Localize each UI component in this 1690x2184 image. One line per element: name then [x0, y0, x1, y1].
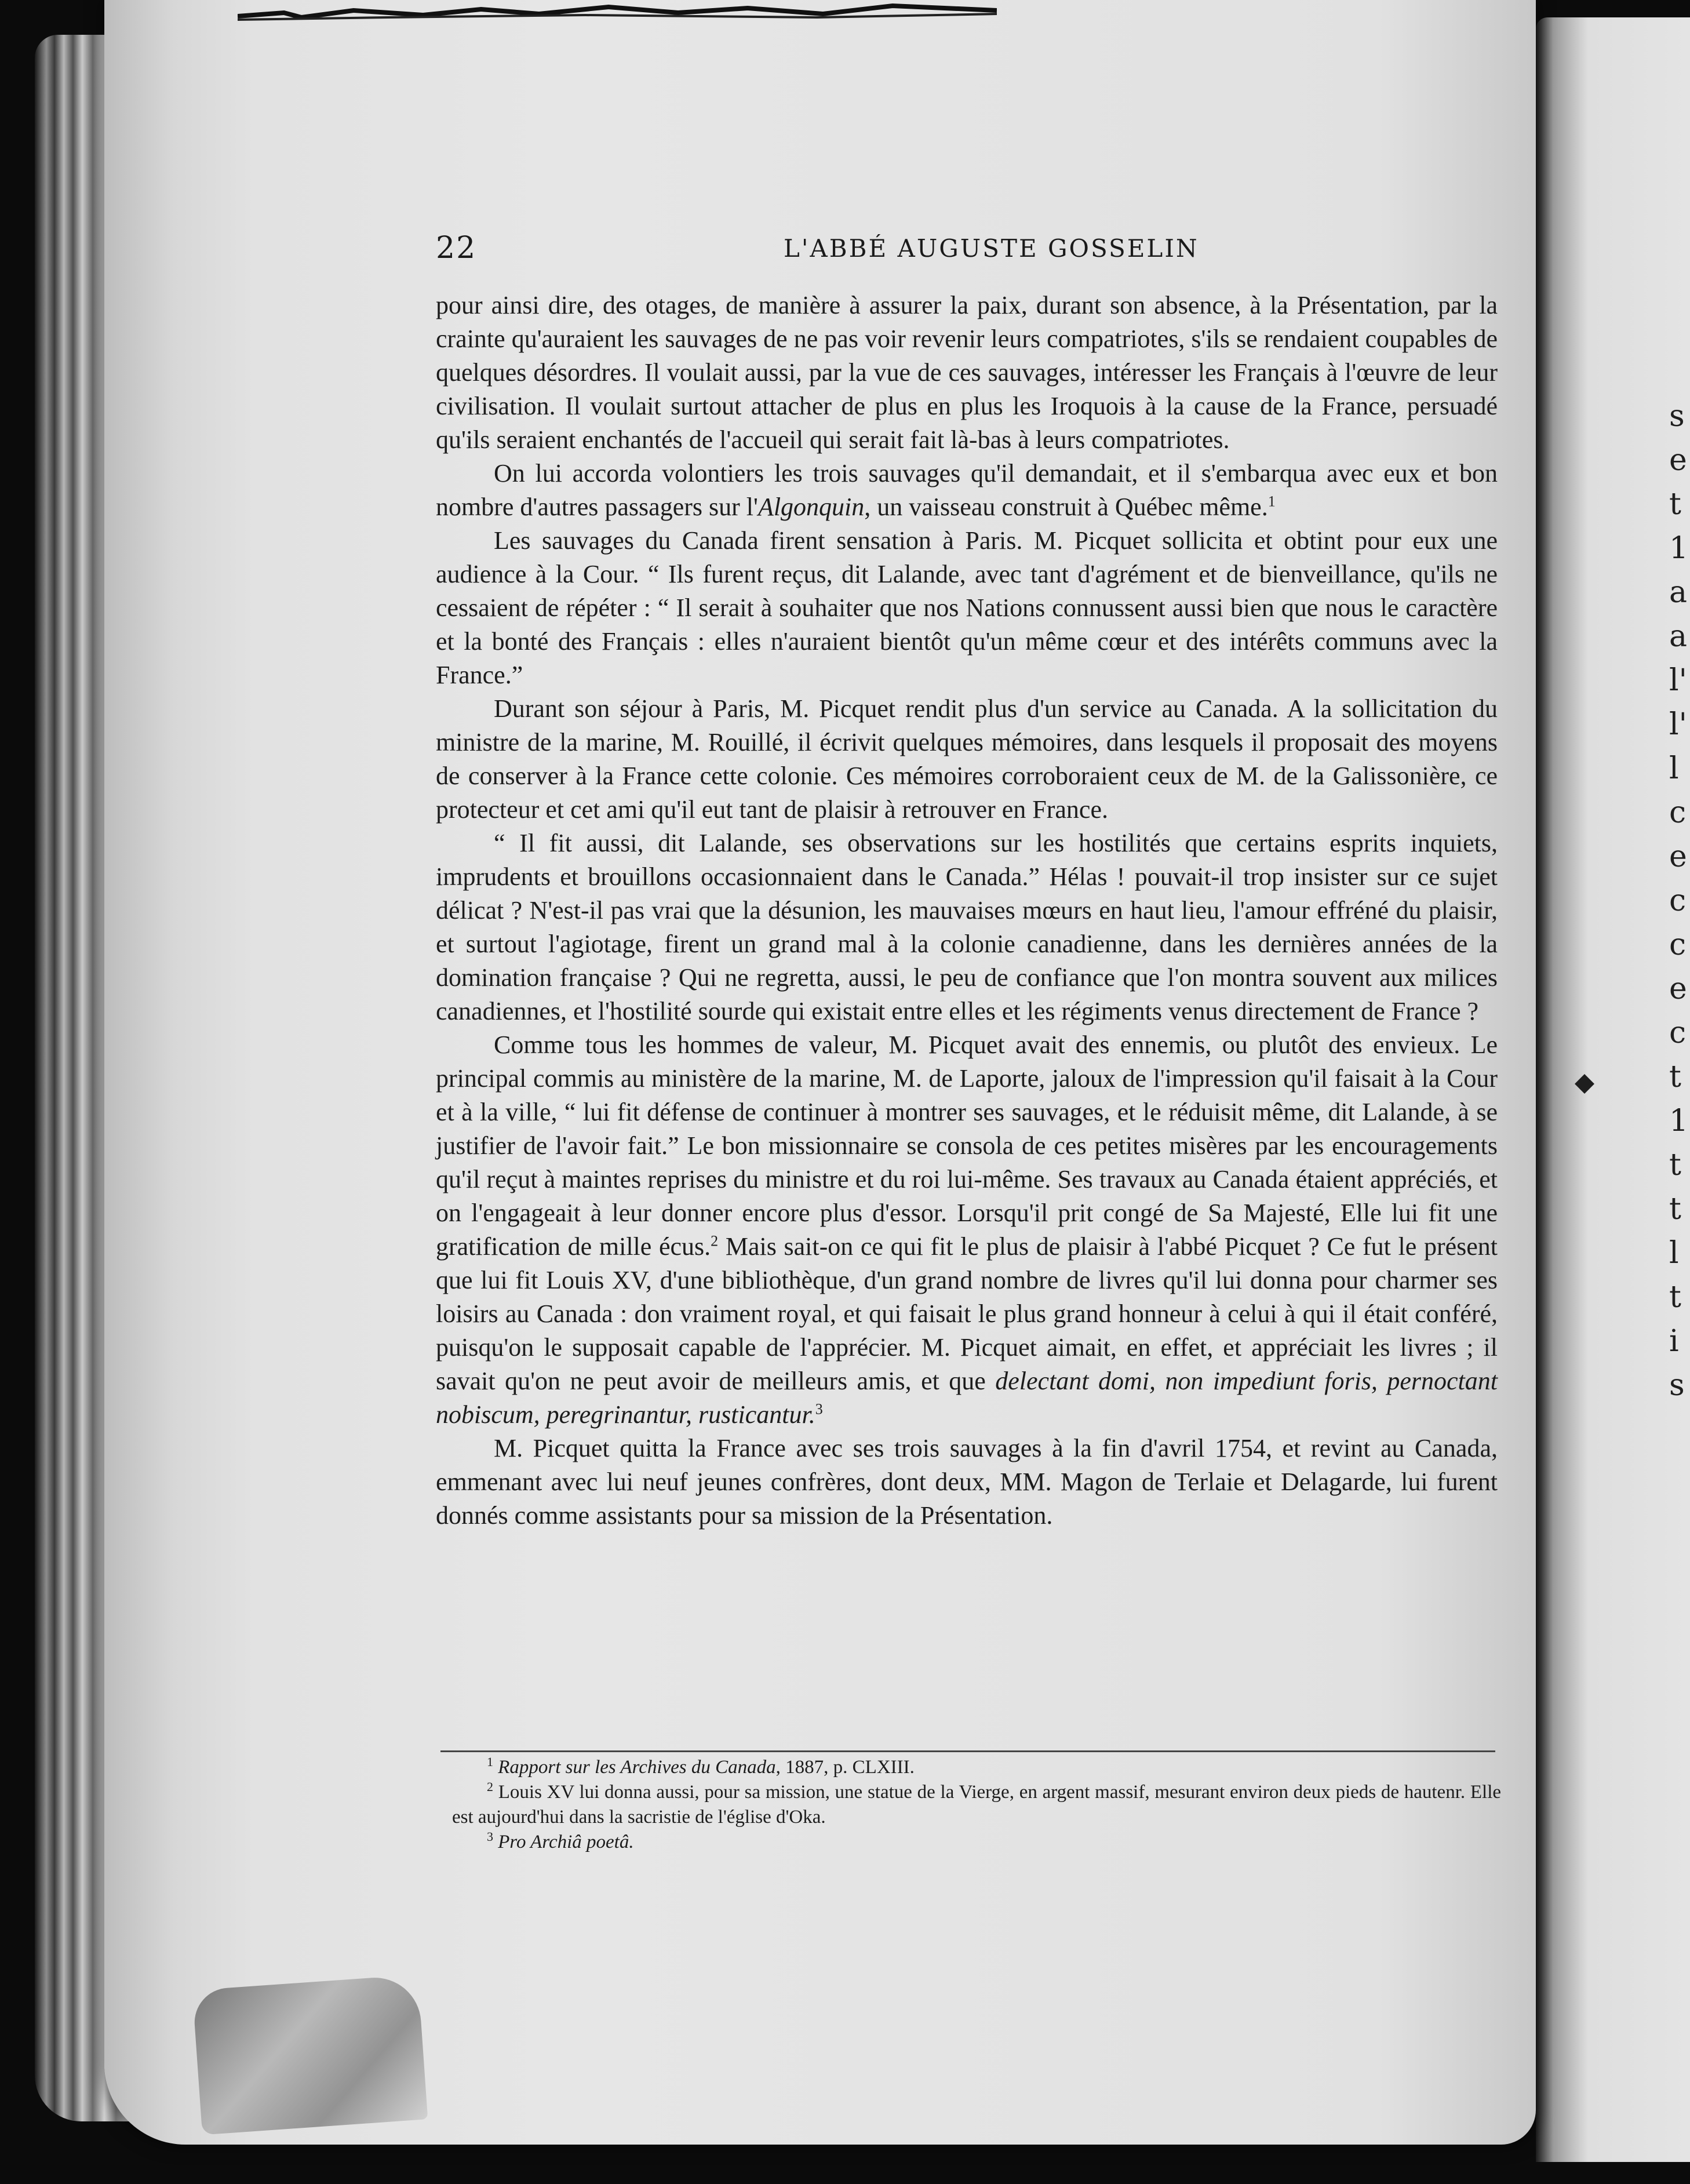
latin-quote: delectant domi, non impediunt foris, pernoctant nobiscum, peregrinantur, rusticantur.	[436, 1367, 1498, 1429]
paragraph: pour ainsi dire, des otages, de manière à assurer la paix, durant son absence, à la Présentation, par la crainte qu'auraient les sauvages de ne pas voir revenir leurs compatriotes, s'ils se rendaient coupables de quelques désordres. Il voulait aussi, par la vue de ces sauvages, intéresser les Français à l'œuvre de leur civilisation. Il voulait surtout attacher de plus en plus les Iroquois à la cause de la France, persuadé qu'ils seraient enchantés de l'accueil qui serait fait là-bas à leurs compatriotes.	[436, 291, 1498, 454]
facing-glyph: t	[1669, 1280, 1681, 1315]
body-text	[436, 289, 1498, 1533]
facing-glyph: c	[1669, 795, 1687, 830]
facing-glyph: e	[1669, 443, 1687, 478]
facing-glyph: t	[1669, 1060, 1681, 1094]
facing-glyph: t	[1669, 1148, 1681, 1182]
top-scribble	[238, 0, 997, 23]
facing-glyph: l	[1669, 1236, 1679, 1271]
paragraph: “ Il fit aussi, dit Lalande, ses observations sur les hostilités que certains esprits inquiets, imprudents et brouillons occasionnaient dans le Canada.” Hélas ! pouvait-il trop insister sur ce sujet délicat ? N'est-il pas vrai que la désunion, les mauvaises mœurs en haut lieu, l'amour effréné du plaisir, et surtout l'agiotage, firent un grand mal à la colonie canadienne, dans les dernières années de la domination française ? Qui ne regretta, aussi, le peu de confiance que l'on montra souvent aux milices canadiennes, et l'hostilité sourde qui existait entre elles et les régiments venus directement de France ?	[436, 829, 1498, 1025]
facing-glyph: t	[1669, 487, 1681, 522]
paragraph: Comme tous les hommes de valeur, M. Picquet avait des ennemis, ou plutôt des envieux. Le principal commis au ministère de la marine, M. de Laporte, jaloux de l'impression qu'il faisait à la Cour et à la ville, “ lui fit défense de continuer à montrer ses sauvages, et le réduisit même, dit Lalande, à se justifier de l'avoir fait.” Le bon missionnaire se consola de ces petites misères par les encouragements qu'il reçut à maintes reprises du ministre et du roi lui-même. Ses travaux au Canada étaient appréciés, et on l'engageait à leur donner encore plus d'essor. Lorsqu'il prit congé de Sa Majesté, Elle lui fit une gratification de mille écus.$^2$ Mais sait-on ce qui fit le plus de plaisir à l'abbé Picquet ? Ce fut le présent que lui fit Louis XV, d'une bibliothèque, d'un grand nombre de livres qu'il lui donna pour charmer ses loisirs au Canada : don vraiment royal, et qui faisait le plus grand honneur à celui à qui il était conféré, puisqu'on le supposait capable de l'apprécier. M. Picquet aimait, en effet, et appréciait les livres ; il savait qu'on ne peut avoir de meilleurs amis, et que delectant domi, non impediunt foris, pernoctant nobiscum, peregrinantur, rusticantur.$^3$	[436, 1031, 1498, 1429]
facing-glyph: c	[1669, 883, 1687, 918]
facing-glyph: e	[1669, 971, 1687, 1006]
facing-glyph: a	[1669, 619, 1688, 654]
paragraph: On lui accorda volontiers les trois sauvages qu'il demandait, et il s'embarqua avec eux et bon nombre d'autres passagers sur l'Algonquin, un vaisseau construit à Québec même.$^1$	[436, 459, 1498, 521]
footnote: $^3$ Pro Archiâ poetâ.	[487, 1829, 634, 1852]
facing-glyph: i	[1669, 1324, 1679, 1359]
facing-page-text	[1669, 394, 1690, 1407]
footnote: $^1$ Rapport sur les Archives du Canada, 1887, p. CLXIII.	[487, 1755, 915, 1778]
ship-name: Algonquin	[757, 493, 865, 521]
facing-glyph: 1	[1669, 531, 1689, 566]
page-header	[436, 231, 1498, 271]
facing-glyph: c	[1669, 1015, 1687, 1050]
facing-glyph: e	[1669, 839, 1687, 874]
paragraph: Durant son séjour à Paris, M. Picquet rendit plus d'un service au Canada. A la sollicitation du ministre de la marine, M. Rouillé, il écrivit quelques mémoires, dans lesquels il proposait des moyens de conserver à la France cette colonie. Ces mémoires corroboraient ceux de M. de la Galissonière, ce protecteur et cet ami qu'il eut tant de plaisir à retrouver en France.	[436, 694, 1498, 824]
facing-glyph: l'	[1669, 663, 1687, 698]
page-number: 22	[436, 231, 477, 265]
facing-page	[1536, 17, 1690, 2162]
facing-glyph: a	[1669, 575, 1688, 610]
footnote-rule	[440, 1750, 1495, 1752]
facing-glyph: 1	[1669, 1104, 1689, 1138]
scan-clip	[192, 1975, 428, 2135]
facing-glyph: l'	[1669, 707, 1687, 742]
footnote-ref: 3	[815, 1400, 823, 1418]
footnote: $^2$ Louis XV lui donna aussi, pour sa mission, une statue de la Vierge, en argent massif, mesurant environ deux pieds de hautenr. Elle est aujourd'hui dans la sacristie de l'église d'Oka.	[452, 1779, 1502, 1828]
facing-glyph: t	[1669, 1192, 1681, 1226]
facing-glyph: l	[1669, 751, 1679, 786]
facing-glyph: s	[1669, 1368, 1685, 1403]
facing-glyph: c	[1669, 927, 1687, 962]
footnote-ref: 1	[1268, 493, 1276, 510]
footnotes	[452, 1755, 1501, 1855]
paragraph: Les sauvages du Canada firent sensation à Paris. M. Picquet sollicita et obtint pour eux une audience à la Cour. “ Ils furent reçus, dit Lalande, avec tant d'agrément et de bienveillance, qu'ils ne cessaient de répéter : “ Il serait à souhaiter que nos Nations connussent aussi bien que nous le caractère et la bonté des Français : elles n'auraient bientôt qu'un même cœur et des intérêts communs avec la France.”	[436, 526, 1498, 689]
running-head: L'ABBÉ AUGUSTE GOSSELIN	[784, 234, 1199, 263]
footnote-ref: 2	[711, 1232, 719, 1250]
facing-glyph: s	[1669, 399, 1685, 434]
paragraph: M. Picquet quitta la France avec ses trois sauvages à la fin d'avril 1754, et revint au Canada, emmenant avec lui neuf jeunes confrères, dont deux, MM. Magon de Terlaie et Delagarde, lui furent donnés comme assistants pour sa mission de la Présentation.	[436, 1434, 1498, 1530]
